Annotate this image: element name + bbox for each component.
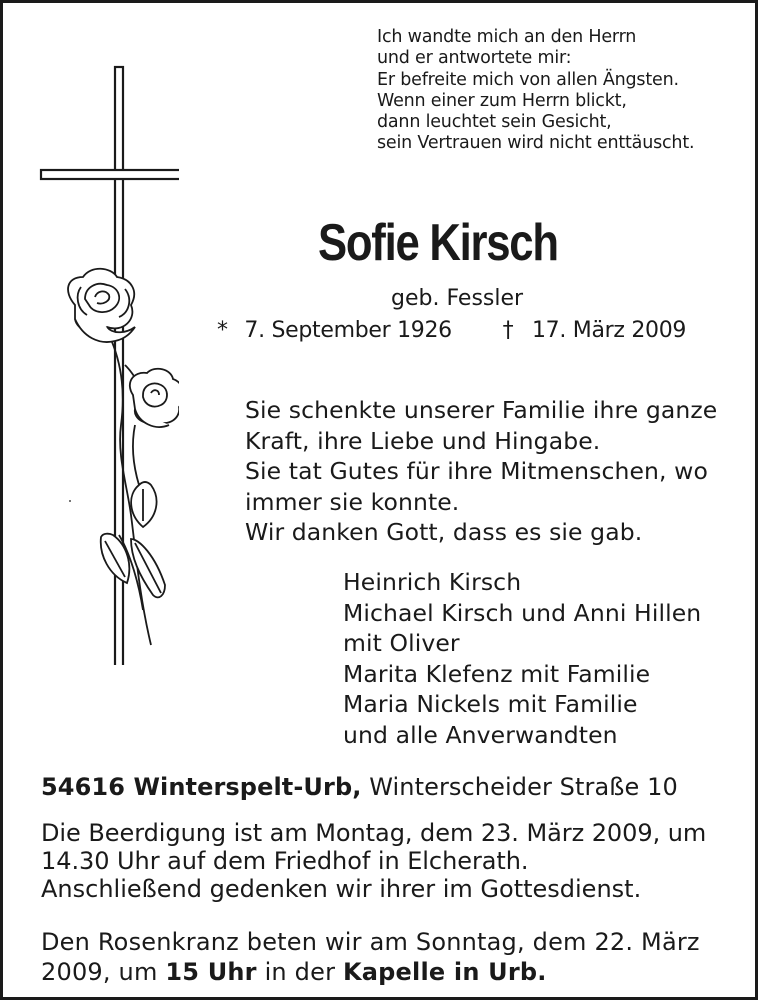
tribute-line: Sie tat Gutes für ihre Mitmenschen, wo [245, 457, 708, 485]
death-symbol: † [502, 318, 514, 343]
address-place: 54616 Winterspelt-Urb, [41, 773, 362, 801]
rosary-line: Den Rosenkranz beten wir am Sonntag, dem 22. März [41, 928, 700, 956]
psalm-line: Wenn einer zum Herrn blickt, [377, 90, 627, 111]
rosary-info [41, 927, 700, 987]
rosary-line [41, 957, 700, 987]
death-date: 17. März 2009 [531, 318, 687, 343]
rosary-time: 15 Uhr [165, 958, 257, 986]
psalm-line: sein Vertrauen wird nicht enttäuscht. [377, 133, 695, 154]
rosary-text: in der [256, 958, 343, 986]
tribute-line: Wir danken Gott, dass es sie gab. [245, 518, 643, 546]
rosary-text: 2009, um [41, 958, 166, 986]
speck [69, 500, 71, 502]
tribute-line: Kraft, ihre Liebe und Hingabe. [245, 426, 601, 455]
address-line [41, 771, 678, 803]
funeral-info [41, 819, 706, 875]
deceased-name: Sofie Kirsch [318, 214, 558, 272]
rosary-location: Kapelle in Urb. [342, 958, 547, 986]
mourner-line: und alle Anverwandten [343, 720, 618, 749]
tribute-line: immer sie konnte. [245, 487, 460, 516]
mourner-line: Heinrich Kirsch [343, 568, 522, 596]
birth-symbol: * [217, 318, 228, 343]
psalm-line: Ich wandte mich an den Herrn [377, 27, 637, 47]
psalm-line: Er befreite mich von allen Ängsten. [377, 69, 679, 90]
mourner-line: Marita Klefenz mit Familie [343, 659, 651, 688]
cross-with-roses-icon [39, 65, 179, 665]
psalm-line: dann leuchtet sein Gesicht, [377, 112, 612, 133]
tribute-text [245, 395, 717, 548]
mourner-line: mit Oliver [343, 629, 460, 657]
birth-date: 7. September 1926 [244, 318, 452, 343]
tribute-line: Sie schenkte unserer Familie ihre ganze [245, 396, 718, 424]
psalm-quote [377, 27, 694, 155]
mourners-list [343, 567, 701, 750]
psalm-line: und er antwortete mir: [377, 48, 572, 69]
mourner-line: Michael Kirsch und Anni Hillen [343, 598, 702, 627]
mourner-line: Maria Nickels mit Familie [343, 690, 638, 718]
maiden-name: geb. Fessler [391, 286, 524, 311]
service-info: Anschließend gedenken wir ihrer im Gottesdienst. [41, 875, 642, 903]
address-street: Winterscheider Straße 10 [369, 773, 678, 801]
life-dates [217, 317, 686, 345]
funeral-line: 14.30 Uhr auf dem Friedhof in Elcherath. [41, 847, 529, 875]
funeral-line: Die Beerdigung ist am Montag, dem 23. März 2009, um [41, 819, 707, 847]
